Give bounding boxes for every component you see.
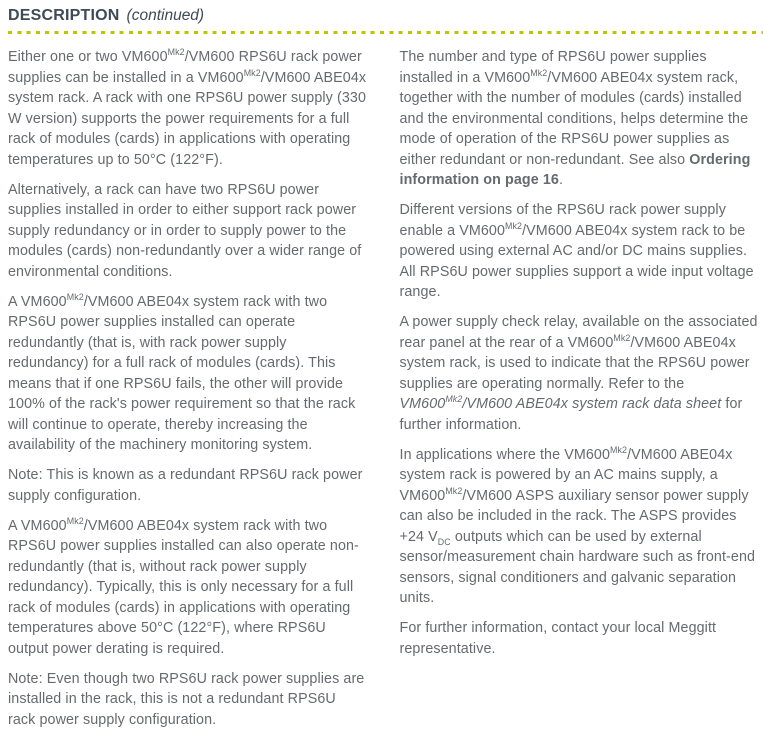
paragraph — [8, 669, 367, 731]
text-run: DC — [437, 536, 451, 547]
text-run: Mk2 — [66, 515, 84, 526]
paragraph — [8, 516, 367, 660]
text-run: /VM600 ABE04x system rack with two RPS6U power supplies installed can operate redundantly (that is, with rack power supply redundancy) for a full rack of modules (cards). This means that if one RPS6U fails, the other will provide 100% of the rack's power requirement so that the rack will continue to operate, thereby increasing the availability of the machinery monitoring system. — [8, 293, 356, 453]
section-title: DESCRIPTION — [8, 7, 120, 24]
section-header — [0, 7, 763, 25]
paragraph — [8, 292, 367, 456]
paragraph — [8, 465, 367, 506]
text-run: Mk2 — [167, 47, 185, 58]
paragraph — [400, 312, 759, 435]
right-column — [400, 47, 759, 732]
text-run: /VM600 ASPS auxiliary sensor power supply can also be included in the rack. The ASPS provides +24 V — [399, 487, 749, 545]
text-run: /VM600 ABE04x system rack to be powered using external AC and/or DC mains supplies. All RPS6U power supplies support a wide input voltage range. — [399, 222, 754, 300]
section-subtitle: (continued) — [126, 7, 205, 24]
text-run: A VM600 — [8, 517, 67, 534]
text-run: Mk2 — [505, 220, 523, 231]
text-run: The number and type of RPS6U power supplies installed in a VM600 — [399, 49, 707, 86]
text-run: Either one or two VM600 — [8, 49, 168, 65]
paragraph — [400, 200, 759, 303]
paragraph — [8, 180, 367, 283]
text-run: In applications where the VM600 — [399, 446, 611, 463]
text-run: Mk2 — [530, 67, 548, 78]
text-run: VM600 — [399, 396, 446, 412]
left-column — [8, 47, 367, 732]
text-run: Mk2 — [243, 67, 261, 78]
text-run: Note: Even though two RPS6U rack power supplies are installed in the rack, this is not a redundant RPS6U rack power supply configuration. — [8, 670, 365, 728]
text-run: Mk2 — [613, 332, 631, 343]
text-run: For further information, contact your local Meggitt representative. — [399, 620, 717, 657]
text-run: /VM600 ABE04x system rack data sheet — [462, 396, 722, 412]
text-run: /VM600 ABE04x system rack, together with the number of modules (cards) installed and the environmental conditions, helps determine the mode of operation of the RPS6U power supplies as either redundant or non-redundant. See also — [399, 69, 749, 168]
text-run: Mk2 — [445, 485, 463, 496]
text-run: Ordering information on page 16 — [399, 151, 751, 188]
text-run: for further information. — [399, 396, 743, 433]
text-run: . — [558, 172, 564, 188]
two-column-body — [0, 34, 763, 732]
text-run: /VM600 RPS6U rack power supplies can be installed in a VM600 — [8, 49, 362, 86]
text-run: Alternatively, a rack can have two RPS6U power supplies installed in order to either support rack power supply redundancy or in order to supply power to the modules (cards) non-redundantly over a wider range of environmental conditions. — [8, 181, 362, 280]
paragraph — [400, 618, 759, 659]
text-run: /VM600 ABE04x system rack. A rack with one RPS6U power supply (330 W version) supports the power requirements for a full rack of modules (cards) in applications with operating temperatures up to 50°C (122°F). — [8, 69, 367, 168]
paragraph — [8, 47, 367, 170]
paragraph — [400, 47, 759, 191]
text-run: /VM600 ABE04x system rack is powered by an AC mains supply, a VM600 — [399, 446, 733, 504]
text-run: Mk2 — [610, 444, 628, 455]
text-run: A VM600 — [8, 293, 67, 310]
text-run: Mk2 — [445, 394, 463, 405]
text-run: outputs which can be used by external sensor/measurement chain hardware such as front-end sensors, signal conditioners and galvanic separation units. — [399, 528, 756, 606]
text-run: /VM600 ABE04x system rack with two RPS6U power supplies installed can also operate non-redundantly (that is, without rack power supply redundancy). Typically, this is only necessary for a full rack of modules (cards) in applications with operating temperatures above 50°C (122°F), where RPS6U output power derating is required. — [8, 517, 359, 657]
text-run: /VM600 ABE04x system rack, is used to indicate that the RPS6U power supplies are operating normally. Refer to the — [399, 334, 750, 392]
text-run: Mk2 — [66, 291, 84, 302]
paragraph — [400, 445, 759, 609]
text-run: Note: This is known as a redundant RPS6U rack power supply configuration. — [8, 467, 363, 504]
text-run: A power supply check relay, available on the associated rear panel at the rear of a VM600 — [399, 314, 758, 351]
text-run: Different versions of the RPS6U rack power supply enable a VM600 — [399, 202, 726, 239]
